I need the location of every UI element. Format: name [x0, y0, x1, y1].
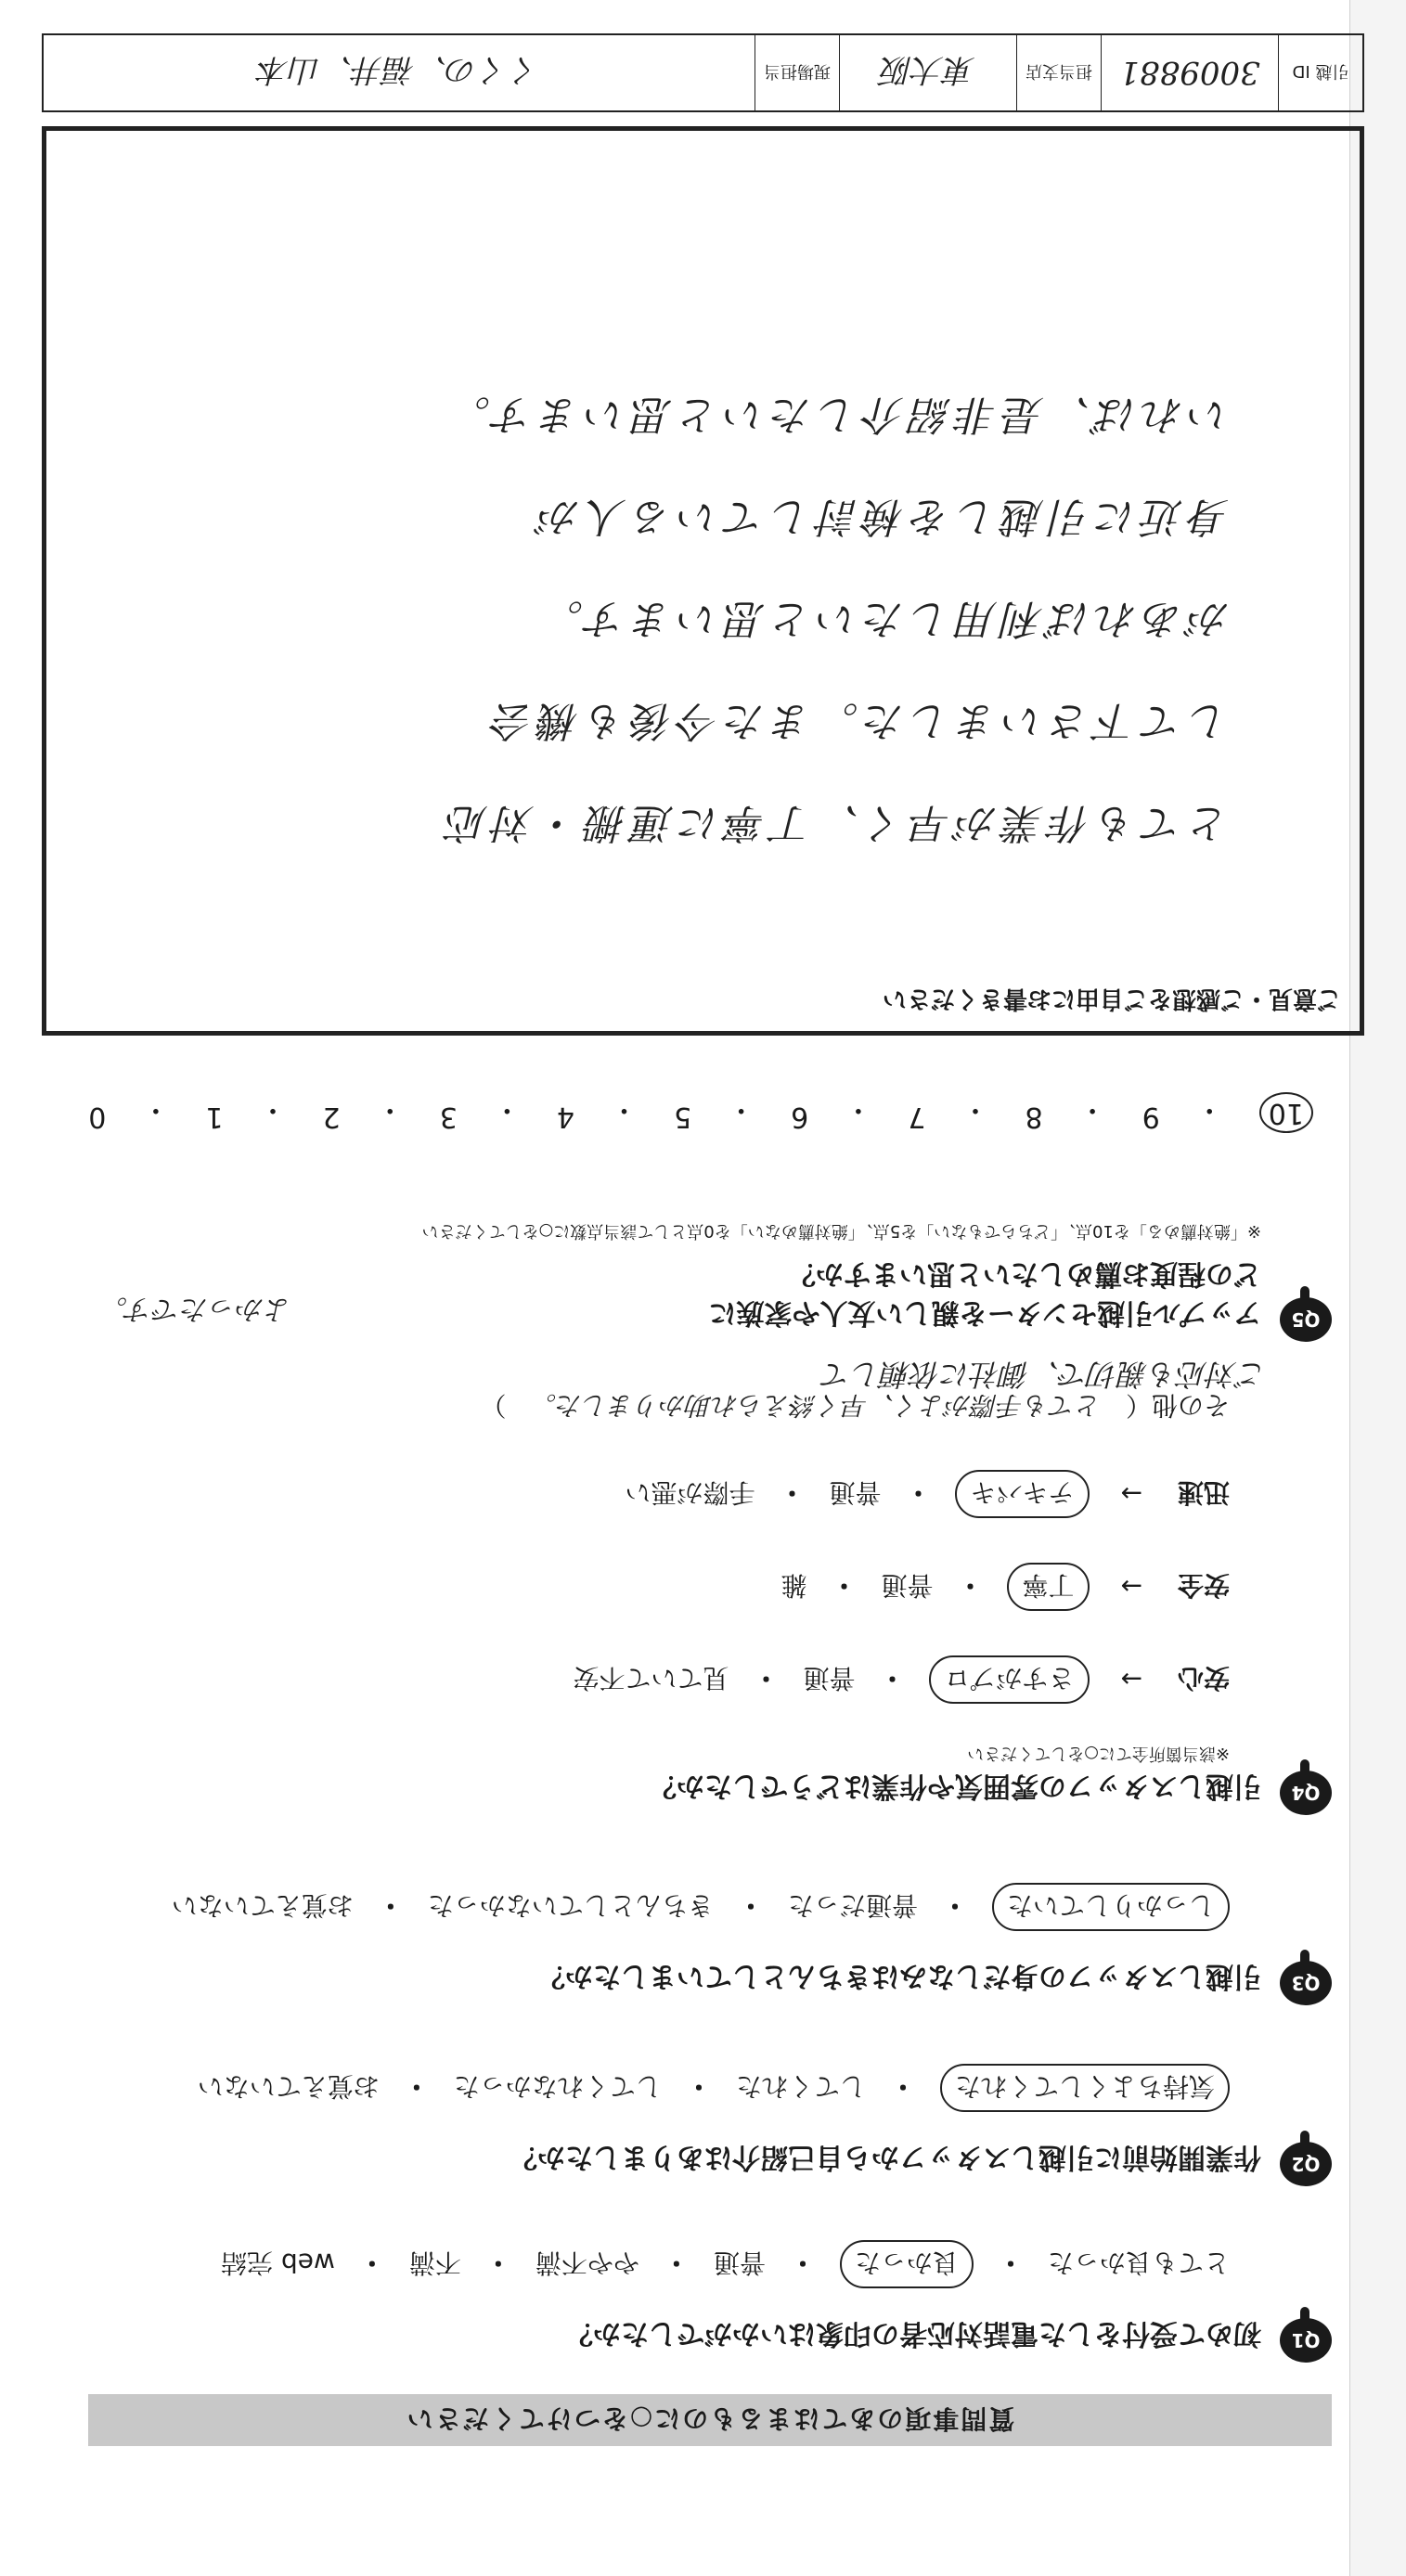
scale-option[interactable]: 3 — [439, 1101, 458, 1133]
comment-line: 身近に引越しを検討している人が — [534, 493, 1230, 540]
id-table — [42, 33, 1364, 112]
q3-options: しっかりしていた ・ 普通だった ・ きちんとしていなかった ・ お覚えていない — [172, 1883, 1230, 1931]
comment-line: があれば利用したいと思います。 — [536, 595, 1230, 642]
q1-option[interactable]: 普通 — [713, 2248, 766, 2278]
q5-handwritten-line1: ご対応も親切で、御社に依頼して — [821, 1357, 1267, 1392]
q3-option[interactable]: お覚えていない — [171, 1890, 354, 1921]
branch-label: 担当支店 — [1016, 35, 1101, 110]
q5-badge: Q5 — [1280, 1297, 1332, 1342]
q2-option[interactable]: してくれた — [735, 2071, 866, 2102]
q4-other-label: その他（ — [1125, 1390, 1230, 1421]
scale-option-selected[interactable]: 10 — [1259, 1092, 1313, 1133]
comment-line: とても作業が早く、丁寧に運搬・対応 — [441, 799, 1230, 846]
q1-options: とても良かった ・ 良かった ・ 普通 ・ やや不満 ・ 不満 ・ web 完結 — [221, 2240, 1230, 2288]
q4-note: ※該当箇所全てに○をしてください — [967, 1744, 1230, 1763]
q4-option-selected[interactable]: テキパキ — [956, 1470, 1090, 1518]
leader-value[interactable]: くくの、福井、山本 — [257, 51, 541, 88]
q3-option[interactable]: 普通だった — [787, 1890, 918, 1921]
q4-row-anshin: 安心 → さすがプロ ・ 普通 ・ 見ていて不安 — [573, 1655, 1230, 1704]
q2-option-selected[interactable]: 気持ちよくしてくれた — [940, 2064, 1230, 2112]
q3-text: 引越しスタッフの身だしなみはきちんとしていましたか？ — [537, 1960, 1261, 1992]
scale-option[interactable]: 9 — [1142, 1101, 1160, 1133]
id-value[interactable]: 3009881 — [1101, 35, 1278, 110]
q2-text: 作業開始前に引越しスタッフから自己紹介はありましたか？ — [510, 2141, 1261, 2173]
q3-option[interactable]: きちんとしていなかった — [427, 1890, 714, 1921]
q4-option[interactable]: 雑 — [780, 1570, 807, 1601]
id-label: 引越 ID — [1278, 35, 1362, 110]
q1-text: 初めて受付をした電話対応者の印象はいかがでしたか？ — [565, 2317, 1261, 2350]
q4-other-close: ） — [480, 1390, 507, 1421]
q4-option[interactable]: 見ていて不安 — [573, 1663, 729, 1694]
q3-badge: Q3 — [1280, 1961, 1332, 2005]
q4-option-selected[interactable]: 丁寧 — [1008, 1563, 1090, 1611]
scale-option[interactable]: 5 — [674, 1101, 692, 1133]
q4-option[interactable]: 普通 — [881, 1570, 934, 1601]
q2-options: 気持ちよくしてくれた ・ してくれた ・ してくれなかった ・ お覚えていない — [198, 2064, 1230, 2112]
q4-row-jinsoku: 迅速 → テキパキ ・ 普通 ・ 手際が悪い — [625, 1470, 1230, 1518]
leader-label: 現場担当 — [755, 35, 839, 110]
q4-option[interactable]: 普通 — [803, 1663, 856, 1694]
q4-option-selected[interactable]: さすがプロ — [930, 1655, 1090, 1704]
scale-option[interactable]: 4 — [556, 1101, 574, 1133]
scale-option[interactable]: 7 — [908, 1101, 926, 1133]
scale-option[interactable]: 8 — [1025, 1101, 1043, 1133]
comment-handwritten — [162, 363, 1230, 873]
q1-badge: Q1 — [1280, 2318, 1332, 2363]
scale-option[interactable]: 2 — [322, 1101, 341, 1133]
instruction-text: 質問事項のあてはまるものに○をつけてください — [405, 2403, 1015, 2434]
q1-option[interactable]: 不満 — [408, 2248, 461, 2278]
arrow-icon: → — [1120, 1478, 1142, 1510]
arrow-icon: → — [1120, 1571, 1142, 1603]
q1-option[interactable]: やや不満 — [535, 2248, 639, 2278]
q4-category: 安心 — [1177, 1663, 1230, 1694]
branch-value[interactable]: 東大阪 — [839, 35, 1016, 110]
q4-option[interactable]: 手際が悪い — [625, 1477, 755, 1508]
comment-line: して下さいました。また今後も機会 — [487, 697, 1230, 744]
q4-text: 引越しスタッフの雰囲気や作業はどうでしたか？ — [649, 1770, 1261, 1802]
comment-title: ご意見・ご感想をご自由にお書きください — [882, 985, 1341, 1012]
q5-handwritten-line2: よかったです。 — [99, 1293, 292, 1325]
q4-category: 安全 — [1177, 1570, 1230, 1601]
q2-option[interactable]: してくれなかった — [453, 2071, 662, 2102]
scale-option[interactable]: 0 — [88, 1101, 107, 1133]
scale-option[interactable]: 6 — [791, 1101, 809, 1133]
arrow-icon: → — [1120, 1664, 1142, 1695]
q2-badge: Q2 — [1280, 2142, 1332, 2186]
q2-option[interactable]: お覚えていない — [197, 2071, 380, 2102]
scale-option[interactable]: 1 — [205, 1101, 224, 1133]
q4-other-handwritten[interactable]: とても手際がよく、早く終えられ助かりました。 — [530, 1390, 1102, 1421]
q4-category: 迅速 — [1177, 1477, 1230, 1508]
q4-option[interactable]: 普通 — [829, 1477, 882, 1508]
comment-line: いれば、是非紹介したいと思います。 — [444, 391, 1230, 438]
q5-text-line1: アップル引越センターを親しい友人や家族に — [708, 1296, 1261, 1329]
q5-note: ※「絶対薦める」を10点、「どちらでもない」を5点、「絶対薦めない」を0点として該当点数に○をしてください — [421, 1221, 1261, 1241]
q1-option[interactable]: web 完結 — [221, 2248, 335, 2278]
q1-option[interactable]: とても良かった — [1047, 2248, 1230, 2278]
q3-option-selected[interactable]: しっかりしていた — [992, 1883, 1230, 1931]
q4-badge: Q4 — [1280, 1771, 1332, 1815]
q5-text-line2: どの程度お薦めしたいと思いますか？ — [788, 1257, 1261, 1290]
comment-box[interactable] — [42, 126, 1364, 1036]
instruction-bar — [88, 2394, 1332, 2446]
q5-scale: 10 ・ 9 ・ 8 ・ 7 ・ 6 ・ 5 ・ 4 ・ 3 ・ 2 ・ 1 ・ 0 — [88, 1092, 1313, 1133]
q1-option-selected[interactable]: 良かった — [840, 2240, 974, 2288]
q4-row-anzen: 安全 → 丁寧 ・ 普通 ・ 雑 — [780, 1563, 1230, 1611]
